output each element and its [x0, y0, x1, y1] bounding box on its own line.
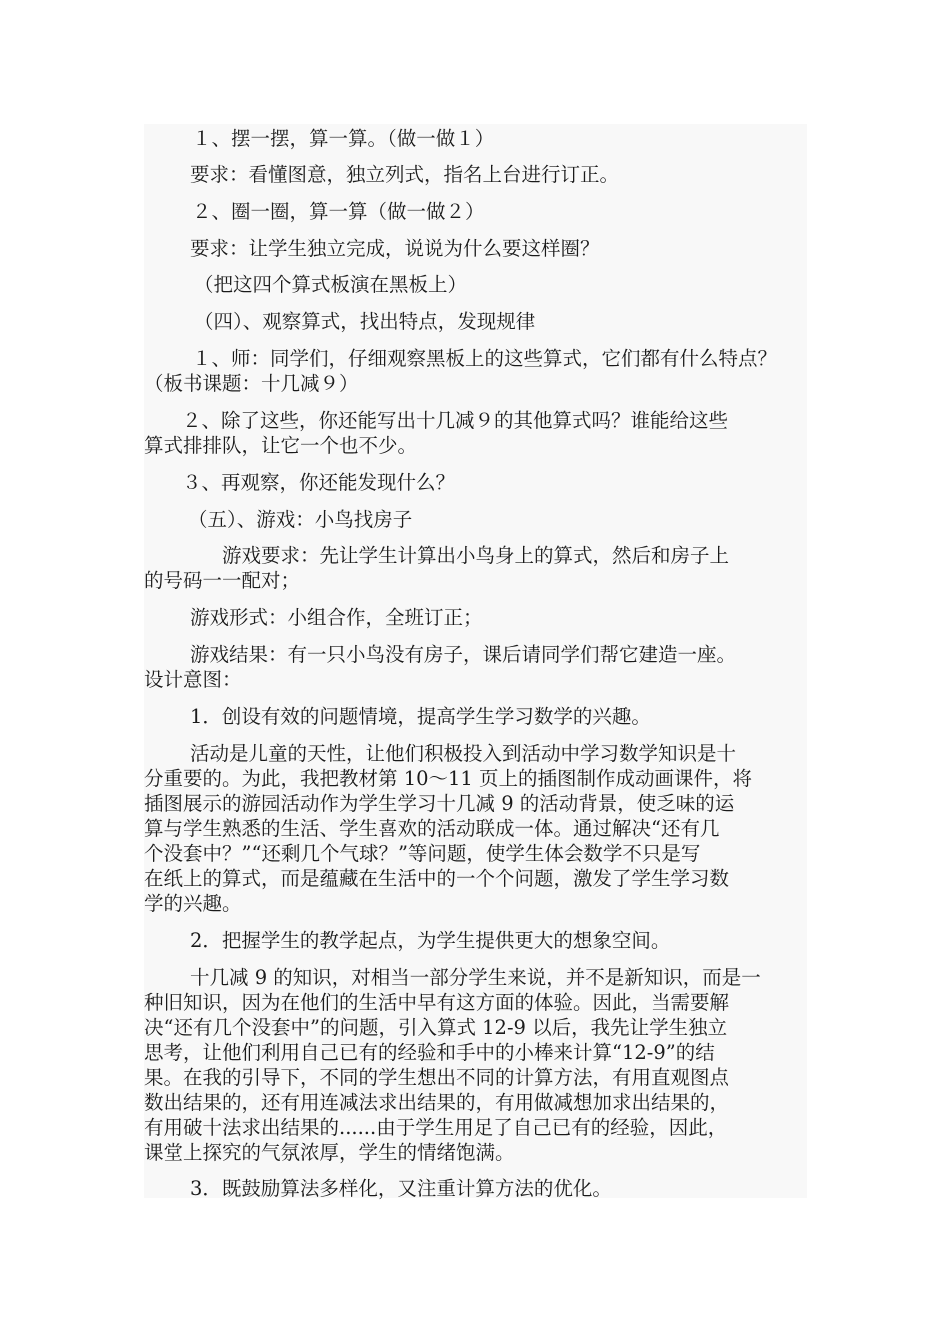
- text-line: 数出结果的，还有用连减法求出结果的，有用做减想加求出结果的，: [144, 1091, 730, 1114]
- text-line: 活动是儿童的天性，让他们积极投入到活动中学习数学知识是十: [190, 742, 737, 765]
- text-line: 课堂上探究的气氛浓厚，学生的情绪饱满。: [144, 1141, 515, 1164]
- text-line: 设计意图：: [144, 668, 242, 691]
- text-line: 果。在我的引导下，不同的学生想出不同的计算方法，有用直观图点: [144, 1066, 730, 1089]
- text-line: 思考，让他们利用自己已有的经验和手中的小棒来计算“12-9”的结: [144, 1041, 715, 1064]
- text-line: （板书课题：十几减９）: [144, 372, 359, 395]
- text-line: 的号码一一配对；: [144, 569, 301, 592]
- text-line: ３、再观察，你还能发现什么？: [182, 471, 456, 494]
- text-line: 游戏要求：先让学生计算出小鸟身上的算式，然后和房子上: [222, 544, 730, 567]
- text-line: ２、除了这些，你还能写出十几减９的其他算式吗？谁能给这些: [182, 409, 729, 432]
- text-line: 要求：让学生独立完成，说说为什么要这样圈？: [190, 237, 600, 260]
- text-line: １、师：同学们，仔细观察黑板上的这些算式，它们都有什么特点？: [192, 347, 778, 370]
- text-line: 算式排排队，让它一个也不少。: [144, 434, 418, 457]
- text-line: 游戏结果：有一只小鸟没有房子，课后请同学们帮它建造一座。: [190, 643, 737, 666]
- text-line: 游戏形式：小组合作，全班订正；: [190, 606, 483, 629]
- text-line: 十几减 9 的知识，对相当一部分学生来说，并不是新知识，而是一: [190, 966, 761, 989]
- section-heading: （五）、游戏：小鸟找房子: [188, 508, 413, 531]
- section-heading: （四）、观察算式，找出特点，发现规律: [194, 310, 536, 333]
- text-line: 插图展示的游园活动作为学生学习十几减 9 的活动背景，使乏味的运: [144, 792, 735, 815]
- text-line: ２、圈一圈，算一算（做一做２）: [192, 200, 485, 223]
- text-line: 算与学生熟悉的生活、学生喜欢的活动联成一体。通过解决“还有几: [144, 817, 720, 840]
- text-line: 分重要的。为此，我把教材第 10～11 页上的插图制作成动画课件，将: [144, 767, 753, 790]
- text-line: 有用破十法求出结果的......由于学生用足了自己已有的经验，因此，: [144, 1116, 728, 1139]
- text-line: 个没套中？”“还剩几个气球？”等问题，使学生体会数学不只是写: [144, 842, 701, 865]
- text-line: 种旧知识，因为在他们的生活中早有这方面的体验。因此，当需要解: [144, 991, 730, 1014]
- section-heading: 3．既鼓励算法多样化，又注重计算方法的优化。: [190, 1177, 612, 1200]
- text-line: １、摆一摆，算一算。（做一做１）: [192, 127, 495, 150]
- text-line: 决“还有几个没套中”的问题，引入算式 12-9 以后，我先让学生独立: [144, 1016, 728, 1039]
- text-line: （把这四个算式板演在黑板上）: [194, 273, 468, 296]
- text-line: 要求：看懂图意，独立列式，指名上台进行订正。: [190, 163, 620, 186]
- text-line: 学的兴趣。: [144, 892, 242, 915]
- section-heading: 2．把握学生的教学起点，为学生提供更大的想象空间。: [190, 929, 671, 952]
- section-heading: 1．创设有效的问题情境，提高学生学习数学的兴趣。: [190, 705, 651, 728]
- document-page: [144, 124, 807, 1198]
- text-line: 在纸上的算式，而是蕴藏在生活中的一个个问题，激发了学生学习数: [144, 867, 730, 890]
